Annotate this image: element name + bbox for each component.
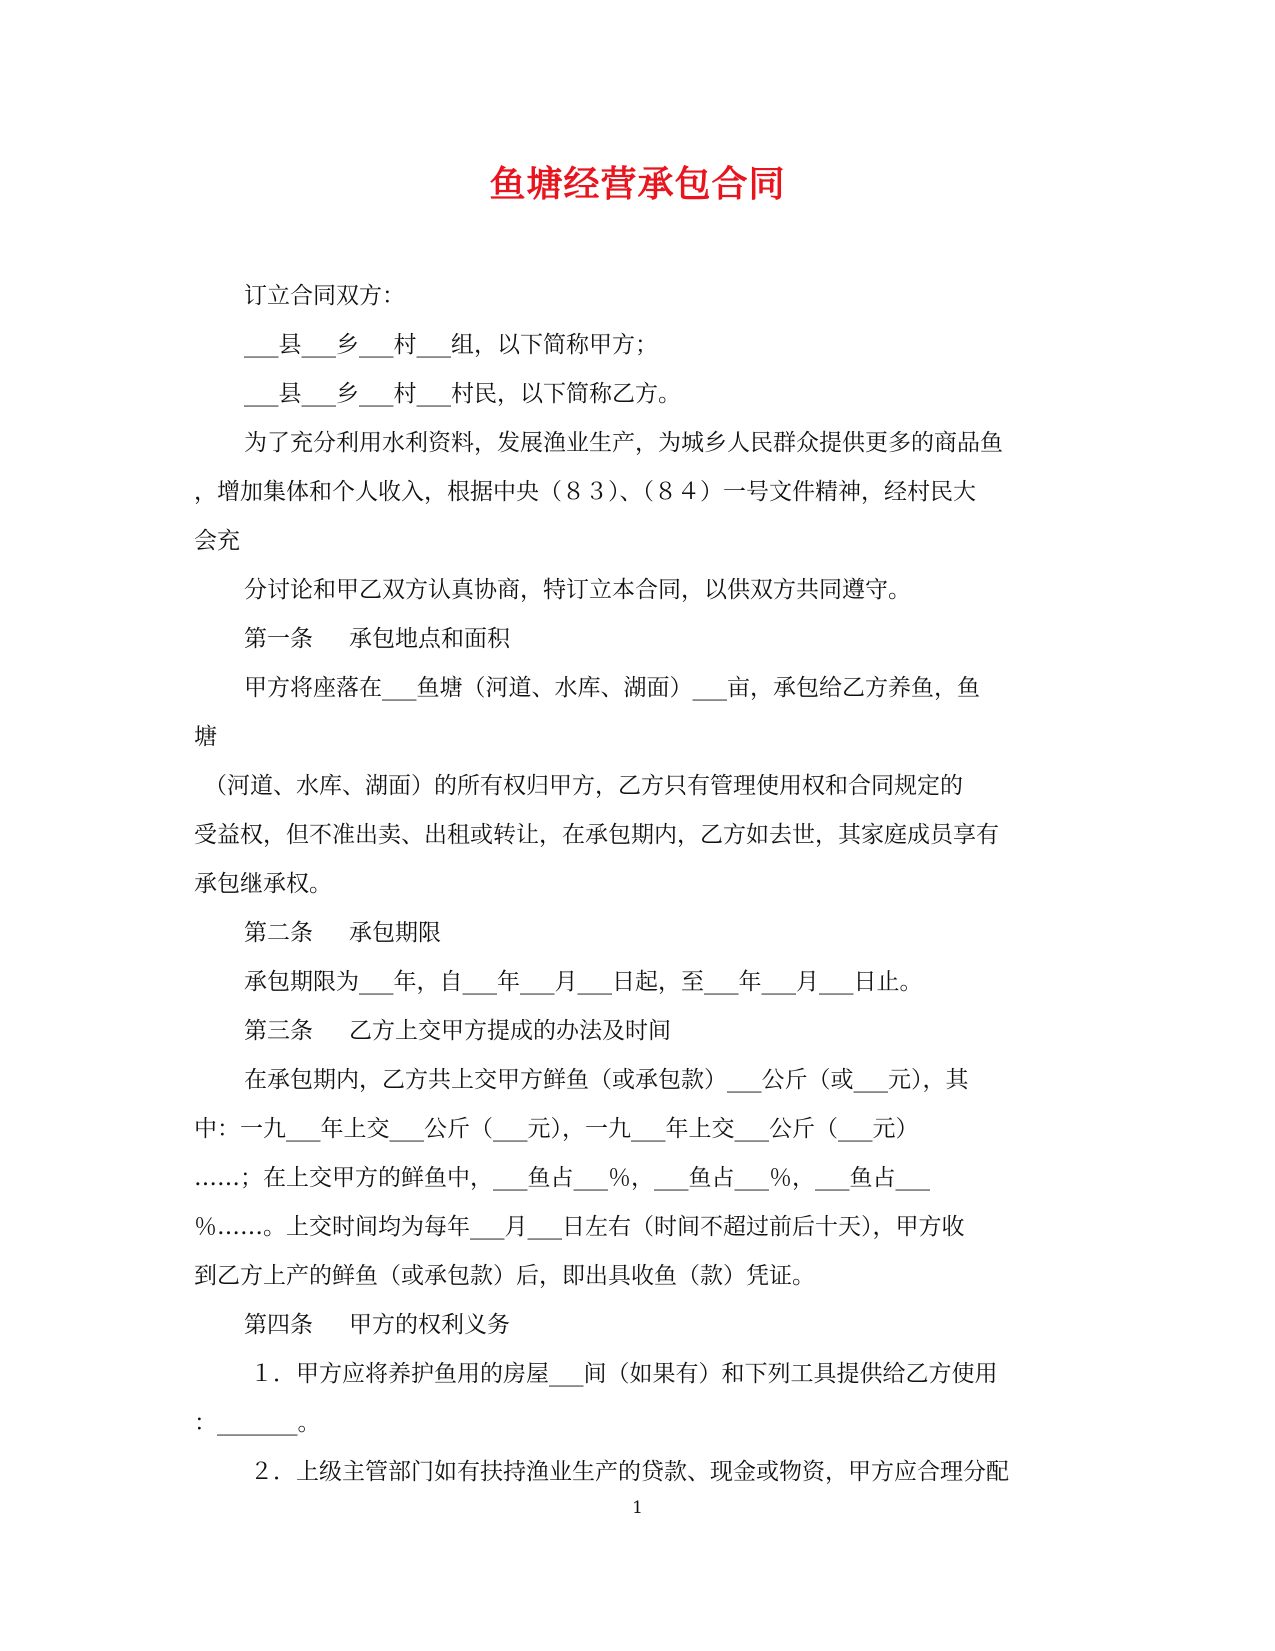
article-number: 第二条 xyxy=(244,920,313,946)
article-1-line-3: （河道、水库、湖面）的所有权归甲方，乙方只有管理使用权和合同规定的 xyxy=(204,773,963,799)
article-number: 第三条 xyxy=(244,1018,313,1044)
article-3-line-5: 到乙方上产的鲜鱼（或承包款）后，即出具收鱼（款）凭证。 xyxy=(194,1263,815,1289)
article-4-item-2-line-1: ２．上级主管部门如有扶持渔业生产的贷款、现金或物资，甲方应合理分配 xyxy=(250,1459,1009,1485)
article-title: 承包期限 xyxy=(349,920,441,946)
article-3-line-3: ……；在上交甲方的鲜鱼中，___鱼占___％，___鱼占___％，___鱼占___ xyxy=(194,1165,930,1191)
article-4-item-1-line-1: １．甲方应将养护鱼用的房屋___间（如果有）和下列工具提供给乙方使用 xyxy=(250,1361,998,1387)
article-heading-3 xyxy=(194,1007,1064,1056)
article-1-line-4: 受益权，但不准出卖、出租或转让，在承包期内，乙方如去世，其家庭成员享有 xyxy=(194,822,999,848)
page-number: 1 xyxy=(632,1498,643,1518)
paragraph-purpose-line-4: 分讨论和甲乙双方认真协商，特订立本合同，以供双方共同遵守。 xyxy=(244,577,911,603)
article-title: 承包地点和面积 xyxy=(349,626,510,652)
article-number: 第四条 xyxy=(244,1312,313,1338)
page-title: 鱼塘经营承包合同 xyxy=(489,163,786,205)
article-title: 甲方的权利义务 xyxy=(349,1312,510,1338)
paragraph-party-a: ___县___乡___村___组，以下简称甲方； xyxy=(244,332,658,358)
paragraph-party-b: ___县___乡___村___村民，以下简称乙方。 xyxy=(244,381,681,407)
article-4-item-1-line-2: ：_______。 xyxy=(194,1410,321,1436)
article-3-line-4: ％……。上交时间均为每年___月___日左右（时间不超过前后十天），甲方收 xyxy=(194,1214,965,1240)
article-heading-2 xyxy=(194,909,1064,958)
paragraph-purpose-line-2: ，增加集体和个人收入，根据中央（８３）、（８４）一号文件精神，经村民大 xyxy=(194,479,976,505)
contract-body xyxy=(194,272,1064,1497)
article-title: 乙方上交甲方提成的办法及时间 xyxy=(349,1018,671,1044)
paragraph-purpose-line-3: 会充 xyxy=(194,528,240,554)
paragraph-purpose-line-1: 为了充分利用水利资料，发展渔业生产，为城乡人民群众提供更多的商品鱼 xyxy=(244,430,1003,456)
article-number: 第一条 xyxy=(244,626,313,652)
article-3-line-1: 在承包期内，乙方共上交甲方鲜鱼（或承包款）___公斤（或___元），其 xyxy=(244,1067,969,1093)
article-heading-4 xyxy=(194,1301,1064,1350)
article-3-line-2: 中：一九___年上交___公斤（___元），一九___年上交___公斤（___元） xyxy=(194,1116,919,1142)
article-heading-1 xyxy=(194,615,1064,664)
article-1-line-1: 甲方将座落在___鱼塘（河道、水库、湖面）___亩，承包给乙方养鱼，鱼 xyxy=(244,675,980,701)
paragraph-parties-intro: 订立合同双方： xyxy=(244,283,405,309)
article-1-line-2: 塘 xyxy=(194,724,217,750)
article-1-line-5: 承包继承权。 xyxy=(194,871,332,897)
article-2-line-1: 承包期限为___年，自___年___月___日起，至___年___月___日止。 xyxy=(244,969,923,995)
